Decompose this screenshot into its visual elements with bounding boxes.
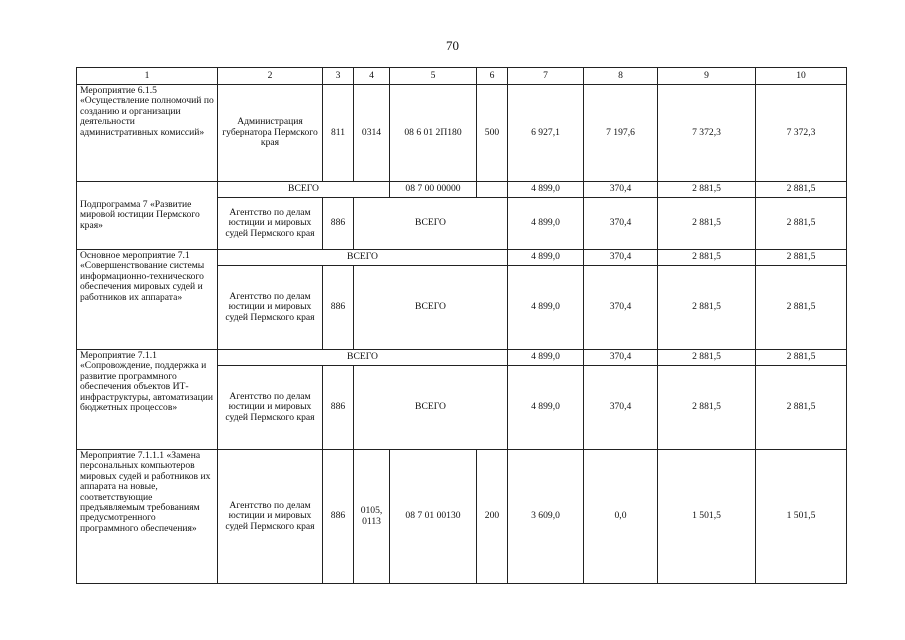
row-target: 08 6 01 2П180 bbox=[390, 85, 477, 182]
total-v10: 2 881,5 bbox=[756, 350, 847, 366]
row-grbs: 886 bbox=[323, 266, 354, 350]
total-v10: 2 881,5 bbox=[756, 250, 847, 266]
row-executor: Агентство по делам юстиции и мировых судей Пермского края bbox=[218, 450, 323, 584]
row-v7: 4 899,0 bbox=[508, 366, 584, 450]
row-v9: 2 881,5 bbox=[658, 366, 756, 450]
row-total-label: ВСЕГО bbox=[354, 366, 508, 450]
total-v8: 370,4 bbox=[584, 250, 658, 266]
row-v7: 6 927,1 bbox=[508, 85, 584, 182]
row-executor: Агентство по делам юстиции и мировых судей Пермского края bbox=[218, 366, 323, 450]
table-row bbox=[77, 85, 847, 182]
row-v9: 2 881,5 bbox=[658, 198, 756, 250]
col-header-10: 10 bbox=[756, 68, 847, 85]
total-label: ВСЕГО bbox=[218, 250, 508, 266]
row-executor: Администрация губернатора Пермского края bbox=[218, 85, 323, 182]
row-vr: 200 bbox=[477, 450, 508, 584]
row-grbs: 886 bbox=[323, 366, 354, 450]
row-v7: 4 899,0 bbox=[508, 198, 584, 250]
total-v8: 370,4 bbox=[584, 350, 658, 366]
row-v10: 1 501,5 bbox=[756, 450, 847, 584]
table-row-total bbox=[77, 182, 847, 198]
row-v10: 2 881,5 bbox=[756, 266, 847, 350]
row-section: 0105, 0113 bbox=[354, 450, 390, 584]
row-v9: 7 372,3 bbox=[658, 85, 756, 182]
col-header-9: 9 bbox=[658, 68, 756, 85]
row-v8: 370,4 bbox=[584, 366, 658, 450]
total-target: 08 7 00 00000 bbox=[390, 182, 477, 198]
total-v7: 4 899,0 bbox=[508, 250, 584, 266]
row-name: Мероприятие 7.1.1.1 «Замена персональных компьютеров мировых судей и работников их аппарата на новые, соответствующие предъявляемым требованиям предусмотренного программного обеспечения» bbox=[77, 450, 218, 584]
total-v9: 2 881,5 bbox=[658, 350, 756, 366]
row-v7: 3 609,0 bbox=[508, 450, 584, 584]
row-v8: 370,4 bbox=[584, 198, 658, 250]
row-name: Мероприятие 6.1.5 «Осуществление полномочий по созданию и организации деятельности административных комиссий» bbox=[77, 85, 218, 182]
row-total-label: ВСЕГО bbox=[354, 198, 508, 250]
col-header-3: 3 bbox=[323, 68, 354, 85]
row-grbs: 811 bbox=[323, 85, 354, 182]
row-name: Основное мероприятие 7.1 «Совершенствование системы информационно-технического обеспечения мировых судей и работников их аппарата» bbox=[77, 250, 218, 350]
page-number: 70 bbox=[446, 38, 459, 53]
total-label: ВСЕГО bbox=[218, 350, 508, 366]
col-header-1: 1 bbox=[77, 68, 218, 85]
row-name: Мероприятие 7.1.1 «Сопровождение, поддержка и развитие программного обеспечения объектов ИТ-инфраструктуры, автоматизации бюджетных процессов» bbox=[77, 350, 218, 450]
row-grbs: 886 bbox=[323, 198, 354, 250]
row-v10: 2 881,5 bbox=[756, 198, 847, 250]
table-row-total bbox=[77, 350, 847, 366]
row-v8: 370,4 bbox=[584, 266, 658, 350]
total-vr-empty bbox=[477, 182, 508, 198]
row-v9: 1 501,5 bbox=[658, 450, 756, 584]
row-v10: 2 881,5 bbox=[756, 366, 847, 450]
col-header-4: 4 bbox=[354, 68, 390, 85]
table-row bbox=[77, 450, 847, 584]
row-vr: 500 bbox=[477, 85, 508, 182]
row-executor: Агентство по делам юстиции и мировых судей Пермского края bbox=[218, 198, 323, 250]
col-header-2: 2 bbox=[218, 68, 323, 85]
total-v9: 2 881,5 bbox=[658, 182, 756, 198]
row-target: 08 7 01 00130 bbox=[390, 450, 477, 584]
row-v9: 2 881,5 bbox=[658, 266, 756, 350]
row-v7: 4 899,0 bbox=[508, 266, 584, 350]
col-header-5: 5 bbox=[390, 68, 477, 85]
col-header-6: 6 bbox=[477, 68, 508, 85]
row-v10: 7 372,3 bbox=[756, 85, 847, 182]
total-v7: 4 899,0 bbox=[508, 350, 584, 366]
col-header-8: 8 bbox=[584, 68, 658, 85]
row-v8: 7 197,6 bbox=[584, 85, 658, 182]
total-v9: 2 881,5 bbox=[658, 250, 756, 266]
header-row bbox=[77, 68, 847, 85]
total-v7: 4 899,0 bbox=[508, 182, 584, 198]
total-label: ВСЕГО bbox=[218, 182, 390, 198]
budget-table bbox=[76, 67, 847, 584]
total-v10: 2 881,5 bbox=[756, 182, 847, 198]
col-header-7: 7 bbox=[508, 68, 584, 85]
row-section: 0314 bbox=[354, 85, 390, 182]
row-executor: Агентство по делам юстиции и мировых судей Пермского края bbox=[218, 266, 323, 350]
row-grbs: 886 bbox=[323, 450, 354, 584]
row-name: Подпрограмма 7 «Развитие мировой юстиции Пермского края» bbox=[77, 182, 218, 250]
total-v8: 370,4 bbox=[584, 182, 658, 198]
table-row-total bbox=[77, 250, 847, 266]
row-v8: 0,0 bbox=[584, 450, 658, 584]
row-total-label: ВСЕГО bbox=[354, 266, 508, 350]
